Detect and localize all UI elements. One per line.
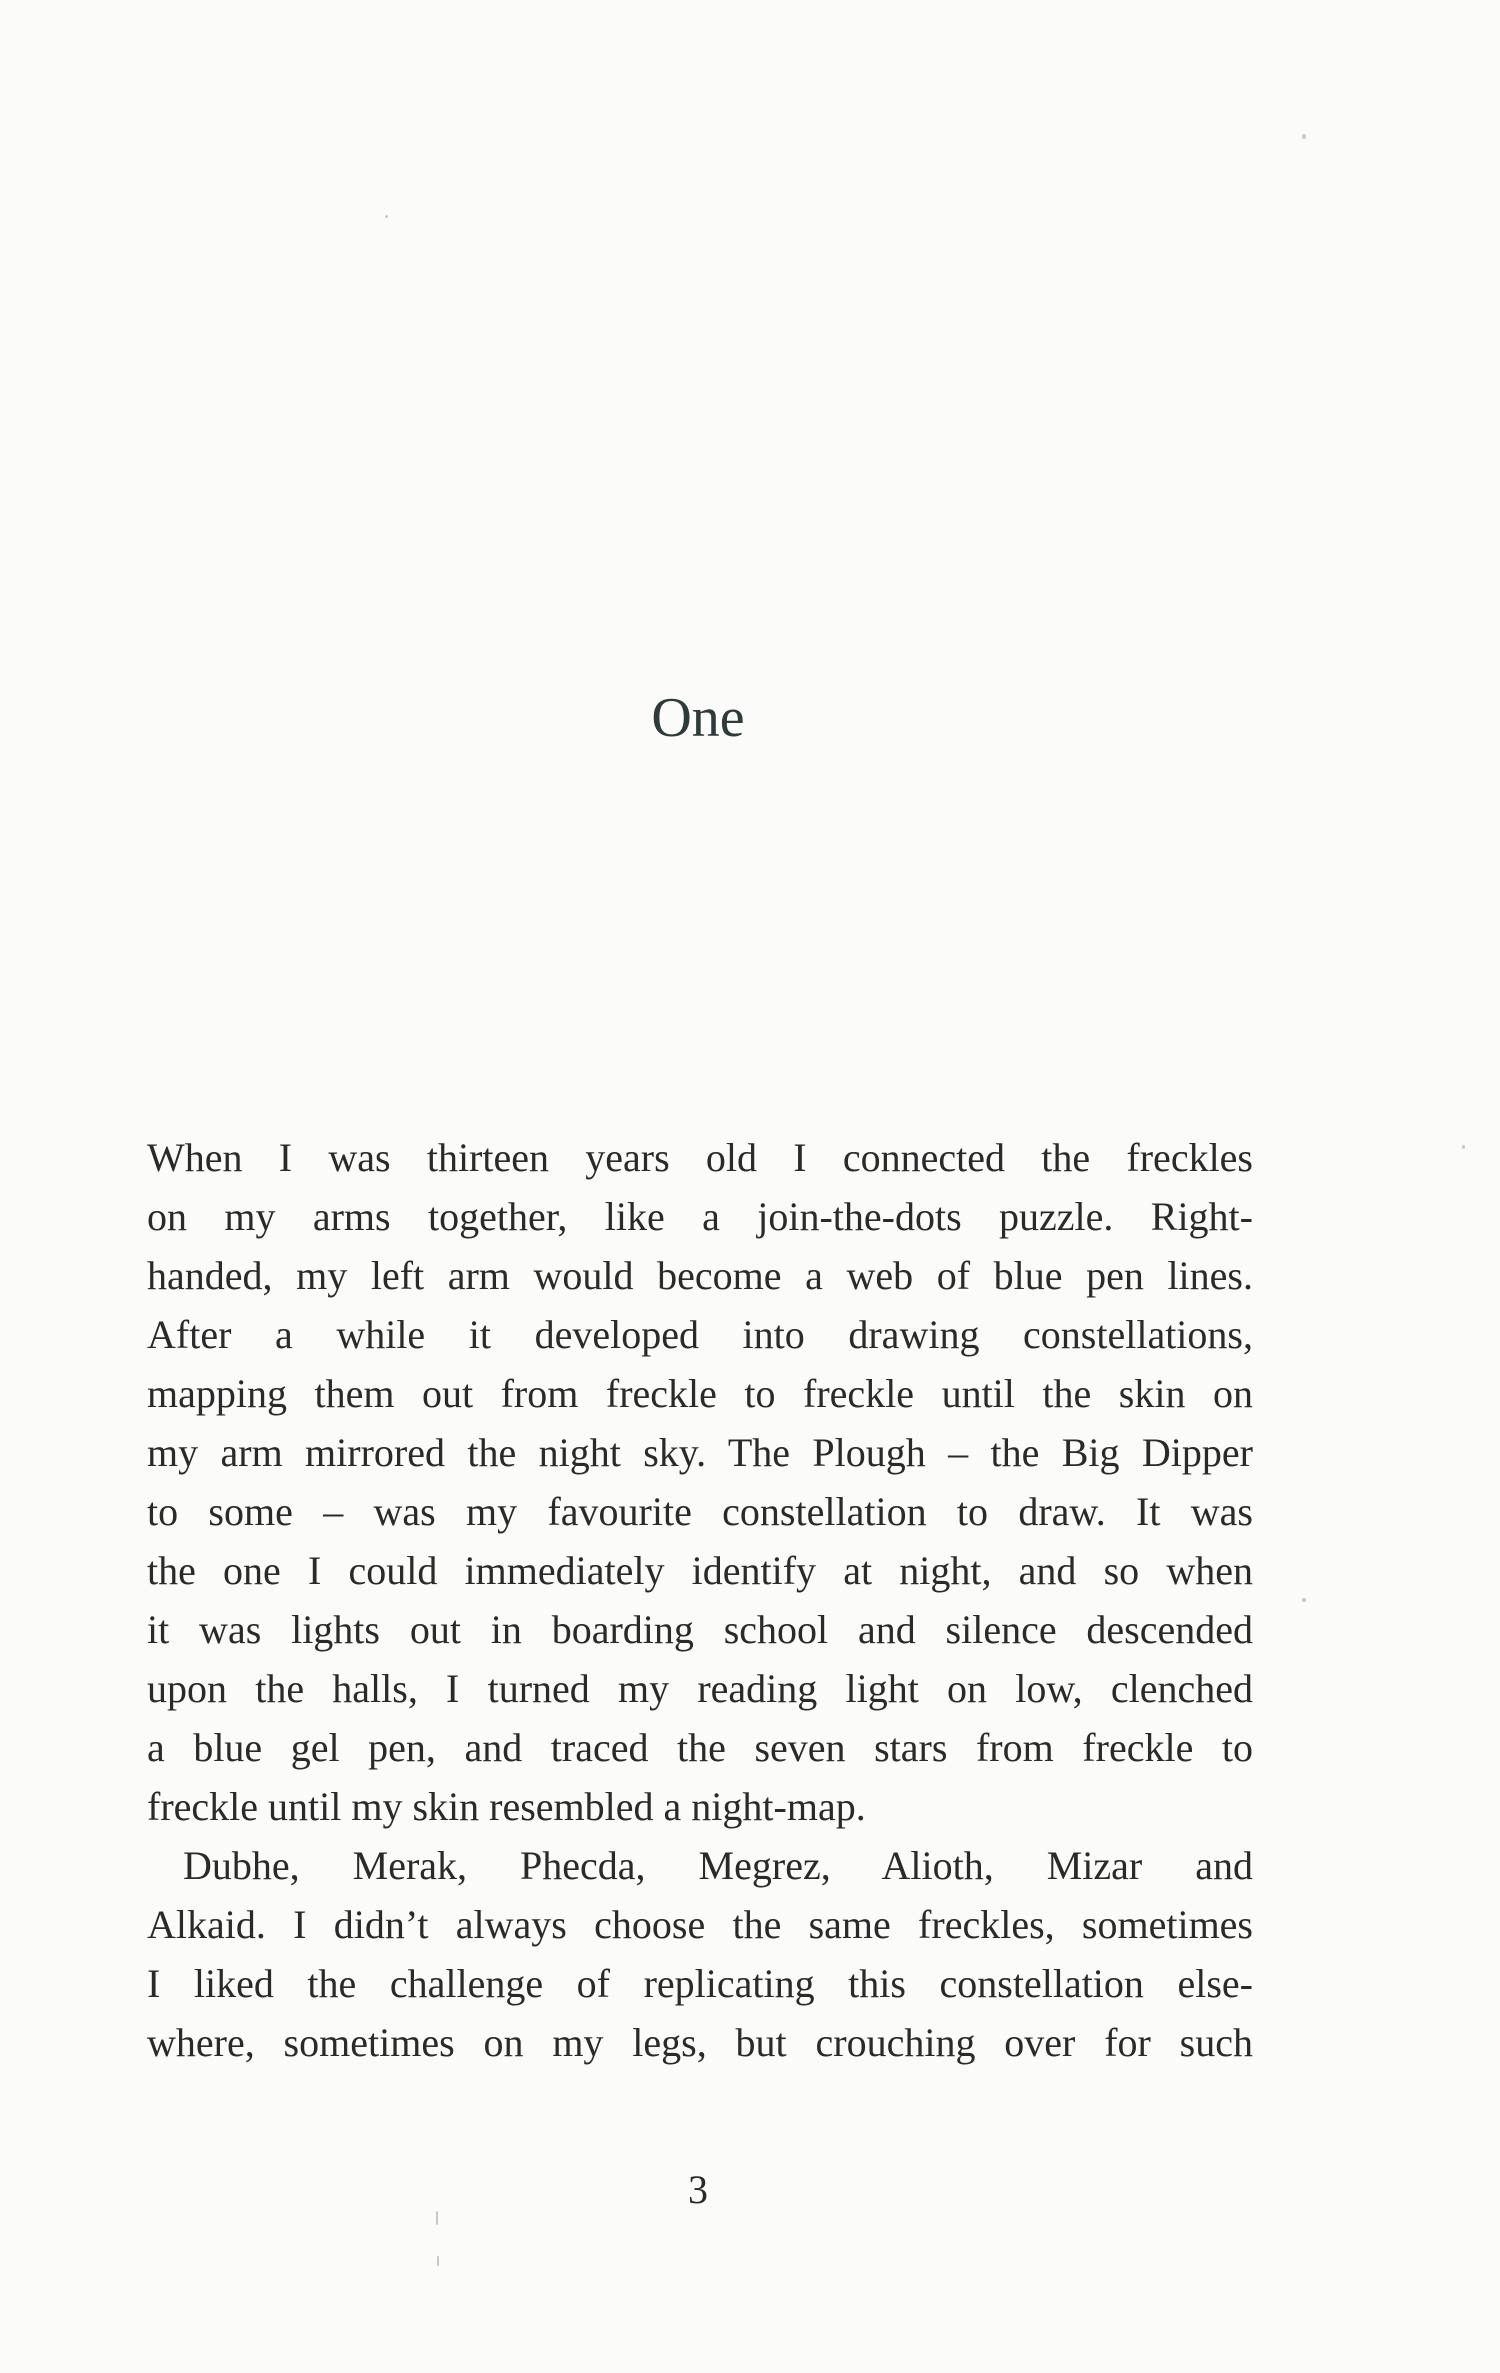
scan-speck — [1462, 1145, 1465, 1149]
text-line: on my arms together, like a join-the-dots puzzle. Right- — [147, 1194, 1253, 1239]
text-line: mapping them out from freckle to freckle until the skin on — [147, 1371, 1253, 1416]
scan-speck — [385, 215, 388, 218]
text-line: where, sometimes on my legs, but crouching over for such — [147, 2020, 1253, 2065]
scan-speck — [437, 2256, 439, 2266]
text-line: After a while it developed into drawing constellations, — [147, 1312, 1253, 1357]
text-line: Alkaid. I didn’t always choose the same freckles, sometimes — [147, 1902, 1253, 1947]
text-line: my arm mirrored the night sky. The Plough – the Big Dipper — [147, 1430, 1253, 1475]
scan-speck — [1302, 134, 1306, 139]
page-number: 3 — [688, 2167, 708, 2212]
scan-speck — [1302, 1598, 1306, 1602]
text-line: upon the halls, I turned my reading light on low, clenched — [147, 1666, 1253, 1711]
text-line: it was lights out in boarding school and silence descended — [147, 1607, 1253, 1652]
scan-speck — [436, 2211, 438, 2225]
text-line: Dubhe, Merak, Phecda, Megrez, Alioth, Mizar and — [183, 1843, 1253, 1888]
body-text — [147, 1128, 1253, 2072]
text-line: to some – was my favourite constellation to draw. It was — [147, 1489, 1253, 1534]
text-line: I liked the challenge of replicating this constellation else- — [147, 1961, 1253, 2006]
chapter-title: One — [651, 687, 745, 749]
text-line: a blue gel pen, and traced the seven stars from freckle to — [147, 1725, 1253, 1770]
text-line: When I was thirteen years old I connected the freckles — [147, 1135, 1253, 1180]
text-line: the one I could immediately identify at night, and so when — [147, 1548, 1253, 1593]
text-line: handed, my left arm would become a web of blue pen lines. — [147, 1253, 1253, 1298]
text-line: freckle until my skin resembled a night-map. — [147, 1784, 866, 1829]
